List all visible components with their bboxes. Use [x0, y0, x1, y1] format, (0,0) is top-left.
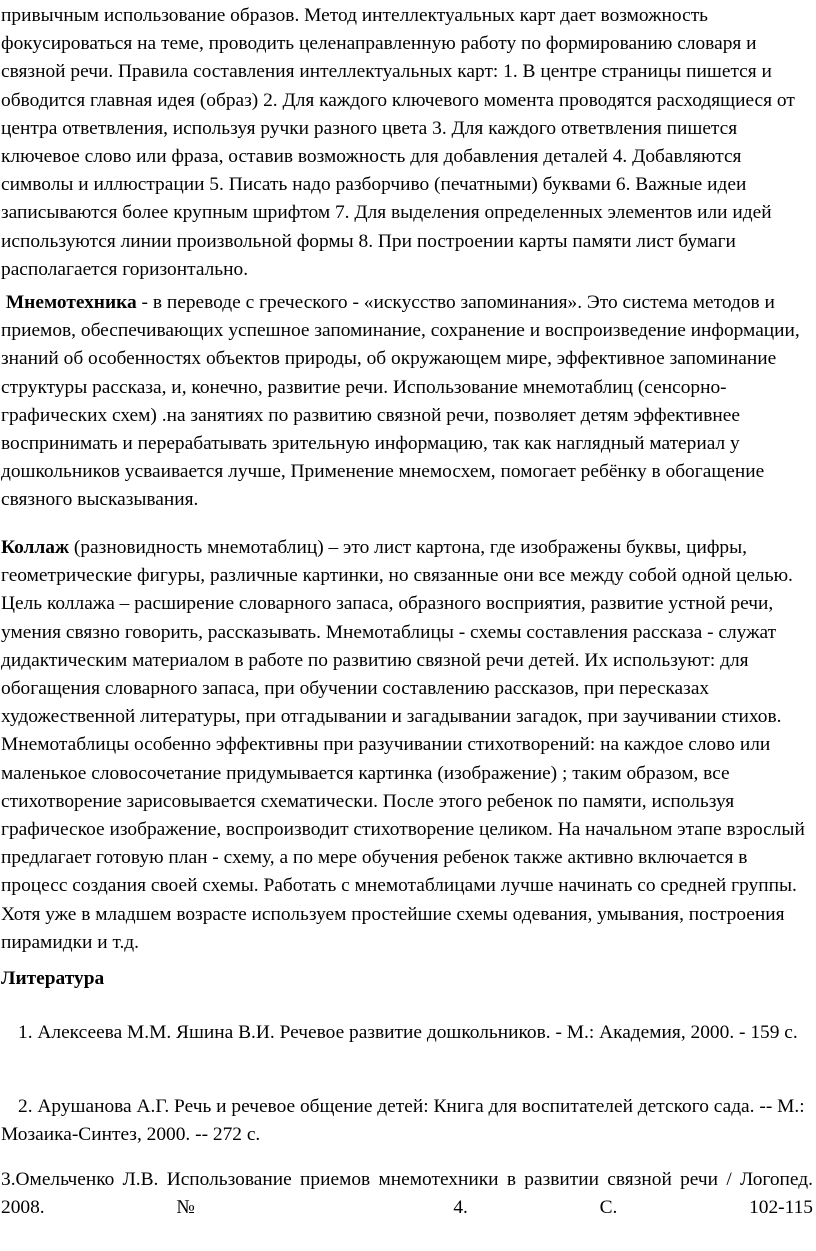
- reference-item: 2. Арушанова А.Г. Речь и речевое общение детей: Книга для воспитателей детского сада. -- М.: Мозаика-Синтез, 2000. -- 272 с.: [1, 1096, 805, 1146]
- term-collage: Коллаж: [1, 537, 70, 558]
- literature-heading: Литература: [1, 968, 105, 989]
- paragraph-mnemonics-text: - в переводе с греческого - «искусство запоминания». Это система методов и приемов, обеспечивающих успешное запоминание, сохранение и воспроизведение информации, знаний об особенностях объектов природы, об окружающем мире, эффективное запоминание структуры рассказа, и, конечно, развитие речи. Использование мнемотаблиц (сенсорно-графических схем) .на занятиях по развитию связной речи, позволяет детям эффективнее воспринимать и перерабатывать зрительную информацию, так как наглядный материал у дошкольников усваивается лучше, Применение мнемосхем, помогает ребёнку в обогащение связного высказывания.: [1, 292, 800, 511]
- paragraph-mnemonics: [1, 289, 813, 515]
- reference-item: 3.Омельченко Л.В. Использование приемов мнемотехники в развитии связной речи / Логопед. 2008. № 4. С. 102-115: [1, 1169, 813, 1219]
- paragraph-collage-text: (разновидность мнемотаблиц) – это лист картона, где изображены буквы, цифры, геометрические фигуры, различные картинки, но связанные они все между собой одной целью. Цель коллажа – расширение словарного запаса, образного восприятия, развитие устной речи, умения связно говорить, рассказывать. Мнемотаблицы - схемы составления рассказа - служат дидактическим материалом в работе по развитию связной речи детей. Их используют: для обогащения словарного запаса, при обучении составлению рассказов, при пересказах художественной литературы, при отгадывании и загадывании загадок, при заучивании стихов. Мнемотаблицы особенно эффективны при разучивании стихотворений: на каждое слово или маленькое словосочетание придумывается картинка (изображение) ; таким образом, все стихотворение зарисовывается схематически. После этого ребенок по памяти, используя графическое изображение, воспроизводит стихотворение целиком. На начальном этапе взрослый предлагает готовую план - схему, а по мере обучения ребенок также активно включается в процесс создания своей схемы. Работать с мнемотаблицами лучше начинать со средней группы. Хотя уже в младшем возрасте используем простейшие схемы одевания, умывания, построения пирамидки и т.д.: [1, 537, 805, 953]
- reference-item: 1. Алексеева М.М. Яшина В.И. Речевое развитие дошкольников. - М.: Академия, 2000. - 159 с.: [18, 1022, 798, 1043]
- paragraph-mind-maps: [1, 2, 813, 284]
- paragraph-collage: [1, 534, 813, 957]
- term-mnemonics: Мнемотехника: [5, 292, 137, 313]
- paragraph-mind-maps-text: привычным использование образов. Метод интеллектуальных карт дает возможность фокусироваться на теме, проводить целенаправленную работу по формированию словаря и связной речи. Правила составления интеллектуальных карт: 1. В центре страницы пишется и обводится главная идея (образ) 2. Для каждого ключевого момента проводятся расходящиеся от центра ответвления, используя ручки разного цвета 3. Для каждого ответвления пишется ключевое слово или фраза, оставив возможность для добавления деталей 4. Добавляются символы и иллюстрации 5. Писать надо разборчиво (печатными) буквами 6. Важные идеи записываются более крупным шрифтом 7. Для выделения определенных элементов или идей используются линии произвольной формы 8. При построении карты памяти лист бумаги располагается горизонтально.: [1, 5, 795, 280]
